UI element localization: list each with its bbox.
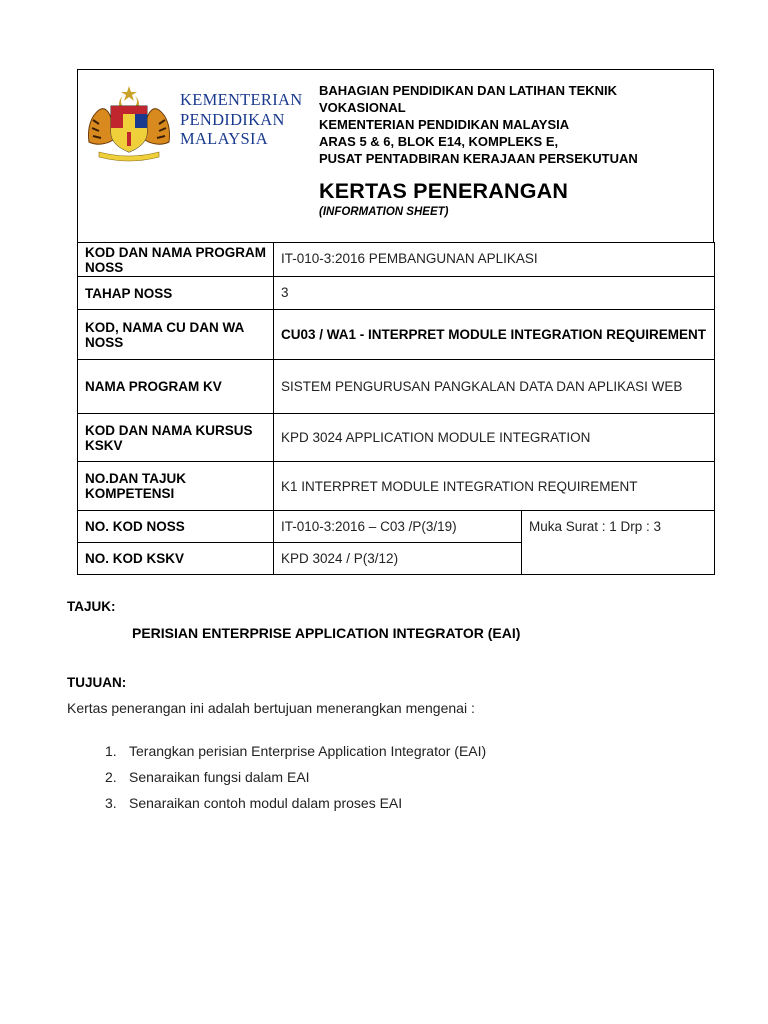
department-address [319,82,638,167]
list-item [105,790,486,816]
row-value: SISTEM PENGURUSAN PANGKALAN DATA DAN APLIKASI WEB [274,360,715,414]
list-number: 3. [105,795,117,811]
table-row [78,462,715,511]
address-line: KEMENTERIAN PENDIDIKAN MALAYSIA [319,117,570,132]
ministry-logo-text [180,90,302,149]
row-value: IT-010-3:2016 – C03 /P(3/19) [274,511,522,543]
table-row [78,511,715,543]
address-line: BAHAGIAN PENDIDIKAN DAN LATIHAN TEKNIK [319,83,618,98]
row-label: NAMA PROGRAM KV [78,360,274,414]
row-value: 3 [274,277,715,310]
row-label: NO.DAN TAJUK KOMPETENSI [78,462,274,511]
objectives-list [105,738,486,816]
page-info: Muka Surat : 1 Drp : 3 [522,511,715,575]
list-number: 1. [105,743,117,759]
row-value: KPD 3024 APPLICATION MODULE INTEGRATION [274,414,715,462]
row-label: TAHAP NOSS [78,277,274,310]
tujuan-label: TUJUAN: [67,675,127,690]
row-value: IT-010-3:2016 PEMBANGUNAN APLIKASI [274,243,715,277]
sheet-title: KERTAS PENERANGAN [319,179,569,203]
list-text: Senaraikan contoh modul dalam proses EAI [129,795,403,811]
row-value: CU03 / WA1 - INTERPRET MODULE INTEGRATION REQUIREMENT [274,310,715,360]
table-row [78,310,715,360]
logo-line-2: PENDIDIKAN [180,109,285,129]
coat-of-arms-icon [83,82,175,162]
ministry-logo [83,82,305,162]
table-row [78,414,715,462]
row-value: KPD 3024 / P(3/12) [274,543,522,575]
row-label: KOD, NAMA CU DAN WA NOSS [78,310,274,360]
row-label: KOD DAN NAMA PROGRAM NOSS [78,243,274,277]
tujuan-intro: Kertas penerangan ini adalah bertujuan menerangkan mengenai : [67,700,475,716]
row-label: NO. KOD NOSS [78,511,274,543]
list-text: Terangkan perisian Enterprise Application Integrator (EAI) [129,743,487,759]
tajuk-value: PERISIAN ENTERPRISE APPLICATION INTEGRATOR (EAI) [132,625,521,641]
address-line: PUSAT PENTADBIRAN KERAJAAN PERSEKUTUAN [319,151,638,166]
list-item [105,764,486,790]
logo-line-1: KEMENTERIAN [180,90,303,109]
row-label: NO. KOD KSKV [78,543,274,575]
address-line: ARAS 5 & 6, BLOK E14, KOMPLEKS E, [319,134,559,149]
logo-line-3: MALAYSIA [180,129,268,148]
list-text: Senaraikan fungsi dalam EAI [129,769,310,785]
document-header [77,69,714,242]
table-row [78,360,715,414]
row-label: KOD DAN NAMA KURSUS KSKV [78,414,274,462]
course-info-table [77,242,715,575]
list-number: 2. [105,769,117,785]
table-row [78,277,715,310]
sheet-subtitle: (INFORMATION SHEET) [319,206,449,218]
table-row [78,243,715,277]
row-value: K1 INTERPRET MODULE INTEGRATION REQUIREMENT [274,462,715,511]
list-item [105,738,486,764]
tajuk-label: TAJUK: [67,599,116,614]
address-line: VOKASIONAL [319,100,406,115]
